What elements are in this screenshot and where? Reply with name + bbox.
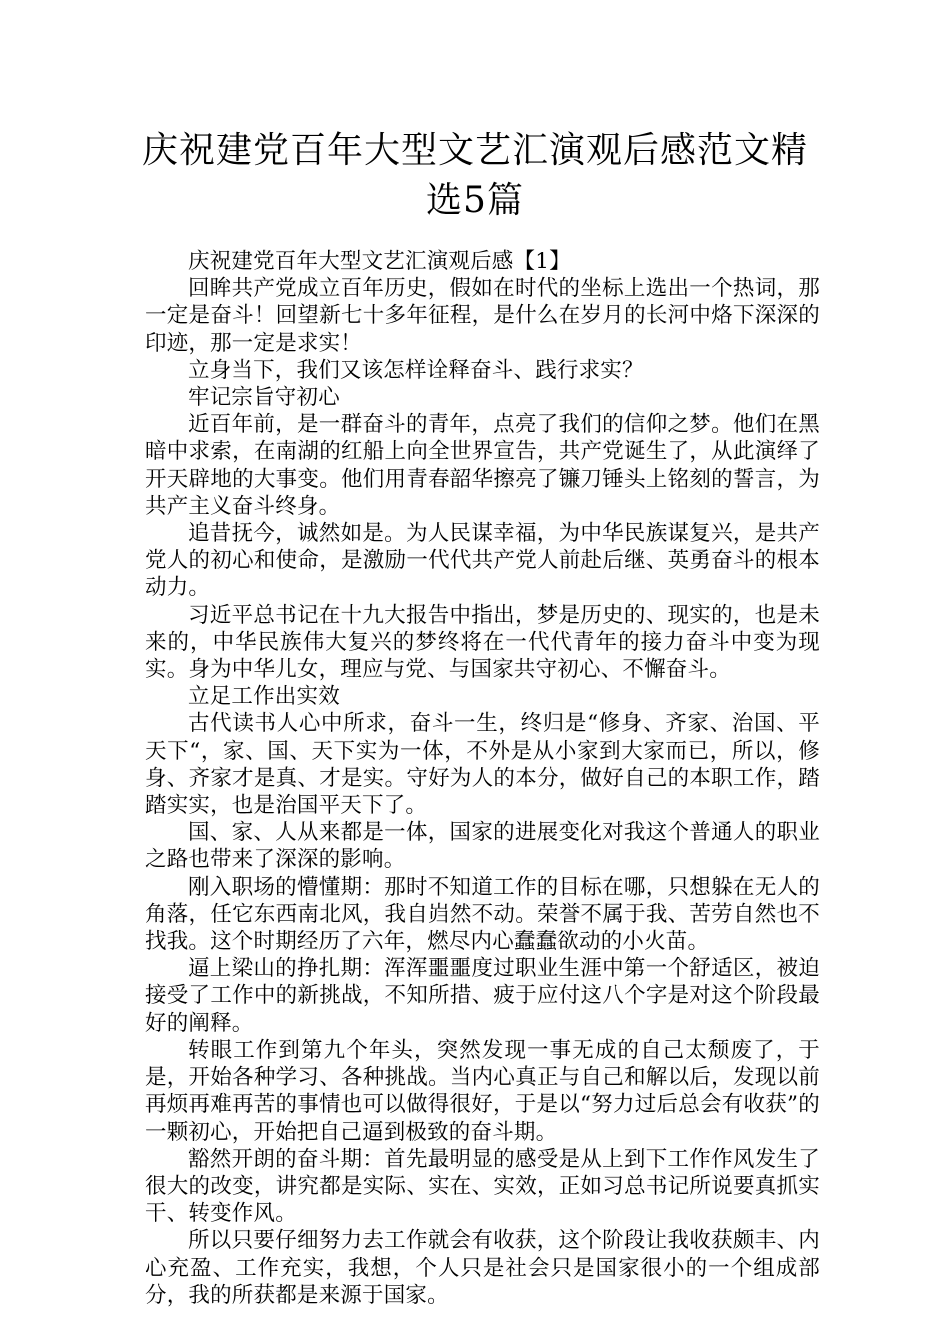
paragraph: 近百年前，是一群奋斗的青年，点亮了我们的信仰之梦。他们在黑暗中求索，在南湖的红船上向全世界宣告，共产党诞生了，从此演绎了开天辟地的大事变。他们用青春韶华擦亮了镰刀锤头上铭刻的誓言，为共产主义奋斗终身。	[145, 412, 820, 519]
subheading: 立足工作出实效	[188, 684, 340, 710]
paragraph: 所以只要仔细努力去工作就会有收获，这个阶段让我收获颇丰、内心充盈、工作充实，我想，个人只是社会只是国家很小的一个组成部分，我的所获都是来源于国家。	[145, 1228, 820, 1308]
paragraph: 古代读书人心中所求，奋斗一生，终归是“修身、齐家、治国、平天下“，家、国、天下实为一体，不外是从小家到大家而已，所以，修身、齐家才是真、才是实。守好为人的本分，做好自己的本职工作，踏踏实实，也是治国平天下了。	[145, 711, 820, 819]
paragraph: 追昔抚今，诚然如是。为人民谋幸福，为中华民族谋复兴，是共产党人的初心和使命，是激励一代代共产党人前赴后继、英勇奋斗的根本动力。	[145, 521, 820, 601]
paragraph: 刚入职场的懵懂期：那时不知道工作的目标在哪，只想躲在无人的角落，任它东西南北风，我自岿然不动。荣誉不属于我、苦劳自然也不找我。这个时期经历了六年，燃尽内心蠢蠢欲动的小火苗。	[145, 874, 820, 955]
paragraph: 豁然开朗的奋斗期：首先最明显的感受是从上到下工作作风发生了很大的改变，讲究都是实际、实在、实效，正如习总书记所说要真抓实干、转变作风。	[145, 1146, 820, 1227]
document-title	[100, 126, 850, 226]
document-body	[145, 248, 820, 1309]
paragraph: 立身当下，我们又该怎样诠释奋斗、践行求实？	[188, 357, 644, 383]
title-line-2: 选5篇	[426, 180, 524, 221]
paragraph: 回眸共产党成立百年历史，假如在时代的坐标上选出一个热词，那一定是奋斗！回望新七十多年征程，是什么在岁月的长河中烙下深深的印迹，那一定是求实！	[145, 276, 820, 356]
paragraph: 逼上梁山的挣扎期：浑浑噩噩度过职业生涯中第一个舒适区，被迫接受了工作中的新挑战，不知所措、疲于应付这八个字是对这个阶段最好的阐释。	[145, 956, 820, 1036]
subheading: 牢记宗旨守初心	[188, 385, 340, 411]
paragraph: 转眼工作到第九个年头，突然发现一事无成的自己太颓废了，于是，开始各种学习、各种挑战。当内心真正与自己和解以后，发现以前再烦再难再苦的事情也可以做得很好，于是以“努力过后总会有收获”的一颗初心，开始把自己逼到极致的奋斗期。	[145, 1037, 820, 1145]
title-line-1: 庆祝建党百年大型文艺汇演观后感范文精	[141, 130, 808, 171]
paragraph: 国、家、人从来都是一体，国家的进展变化对我这个普通人的职业之路也带来了深深的影响。	[145, 820, 820, 873]
paragraph: 习近平总书记在十九大报告中指出，梦是历史的、现实的，也是未来的，中华民族伟大复兴的梦终将在一代代青年的接力奋斗中变为现实。身为中华儿女，理应与党、与国家共守初心、不懈奋斗。	[145, 602, 820, 683]
section-heading: 庆祝建党百年大型文艺汇演观后感【1】	[188, 249, 571, 274]
